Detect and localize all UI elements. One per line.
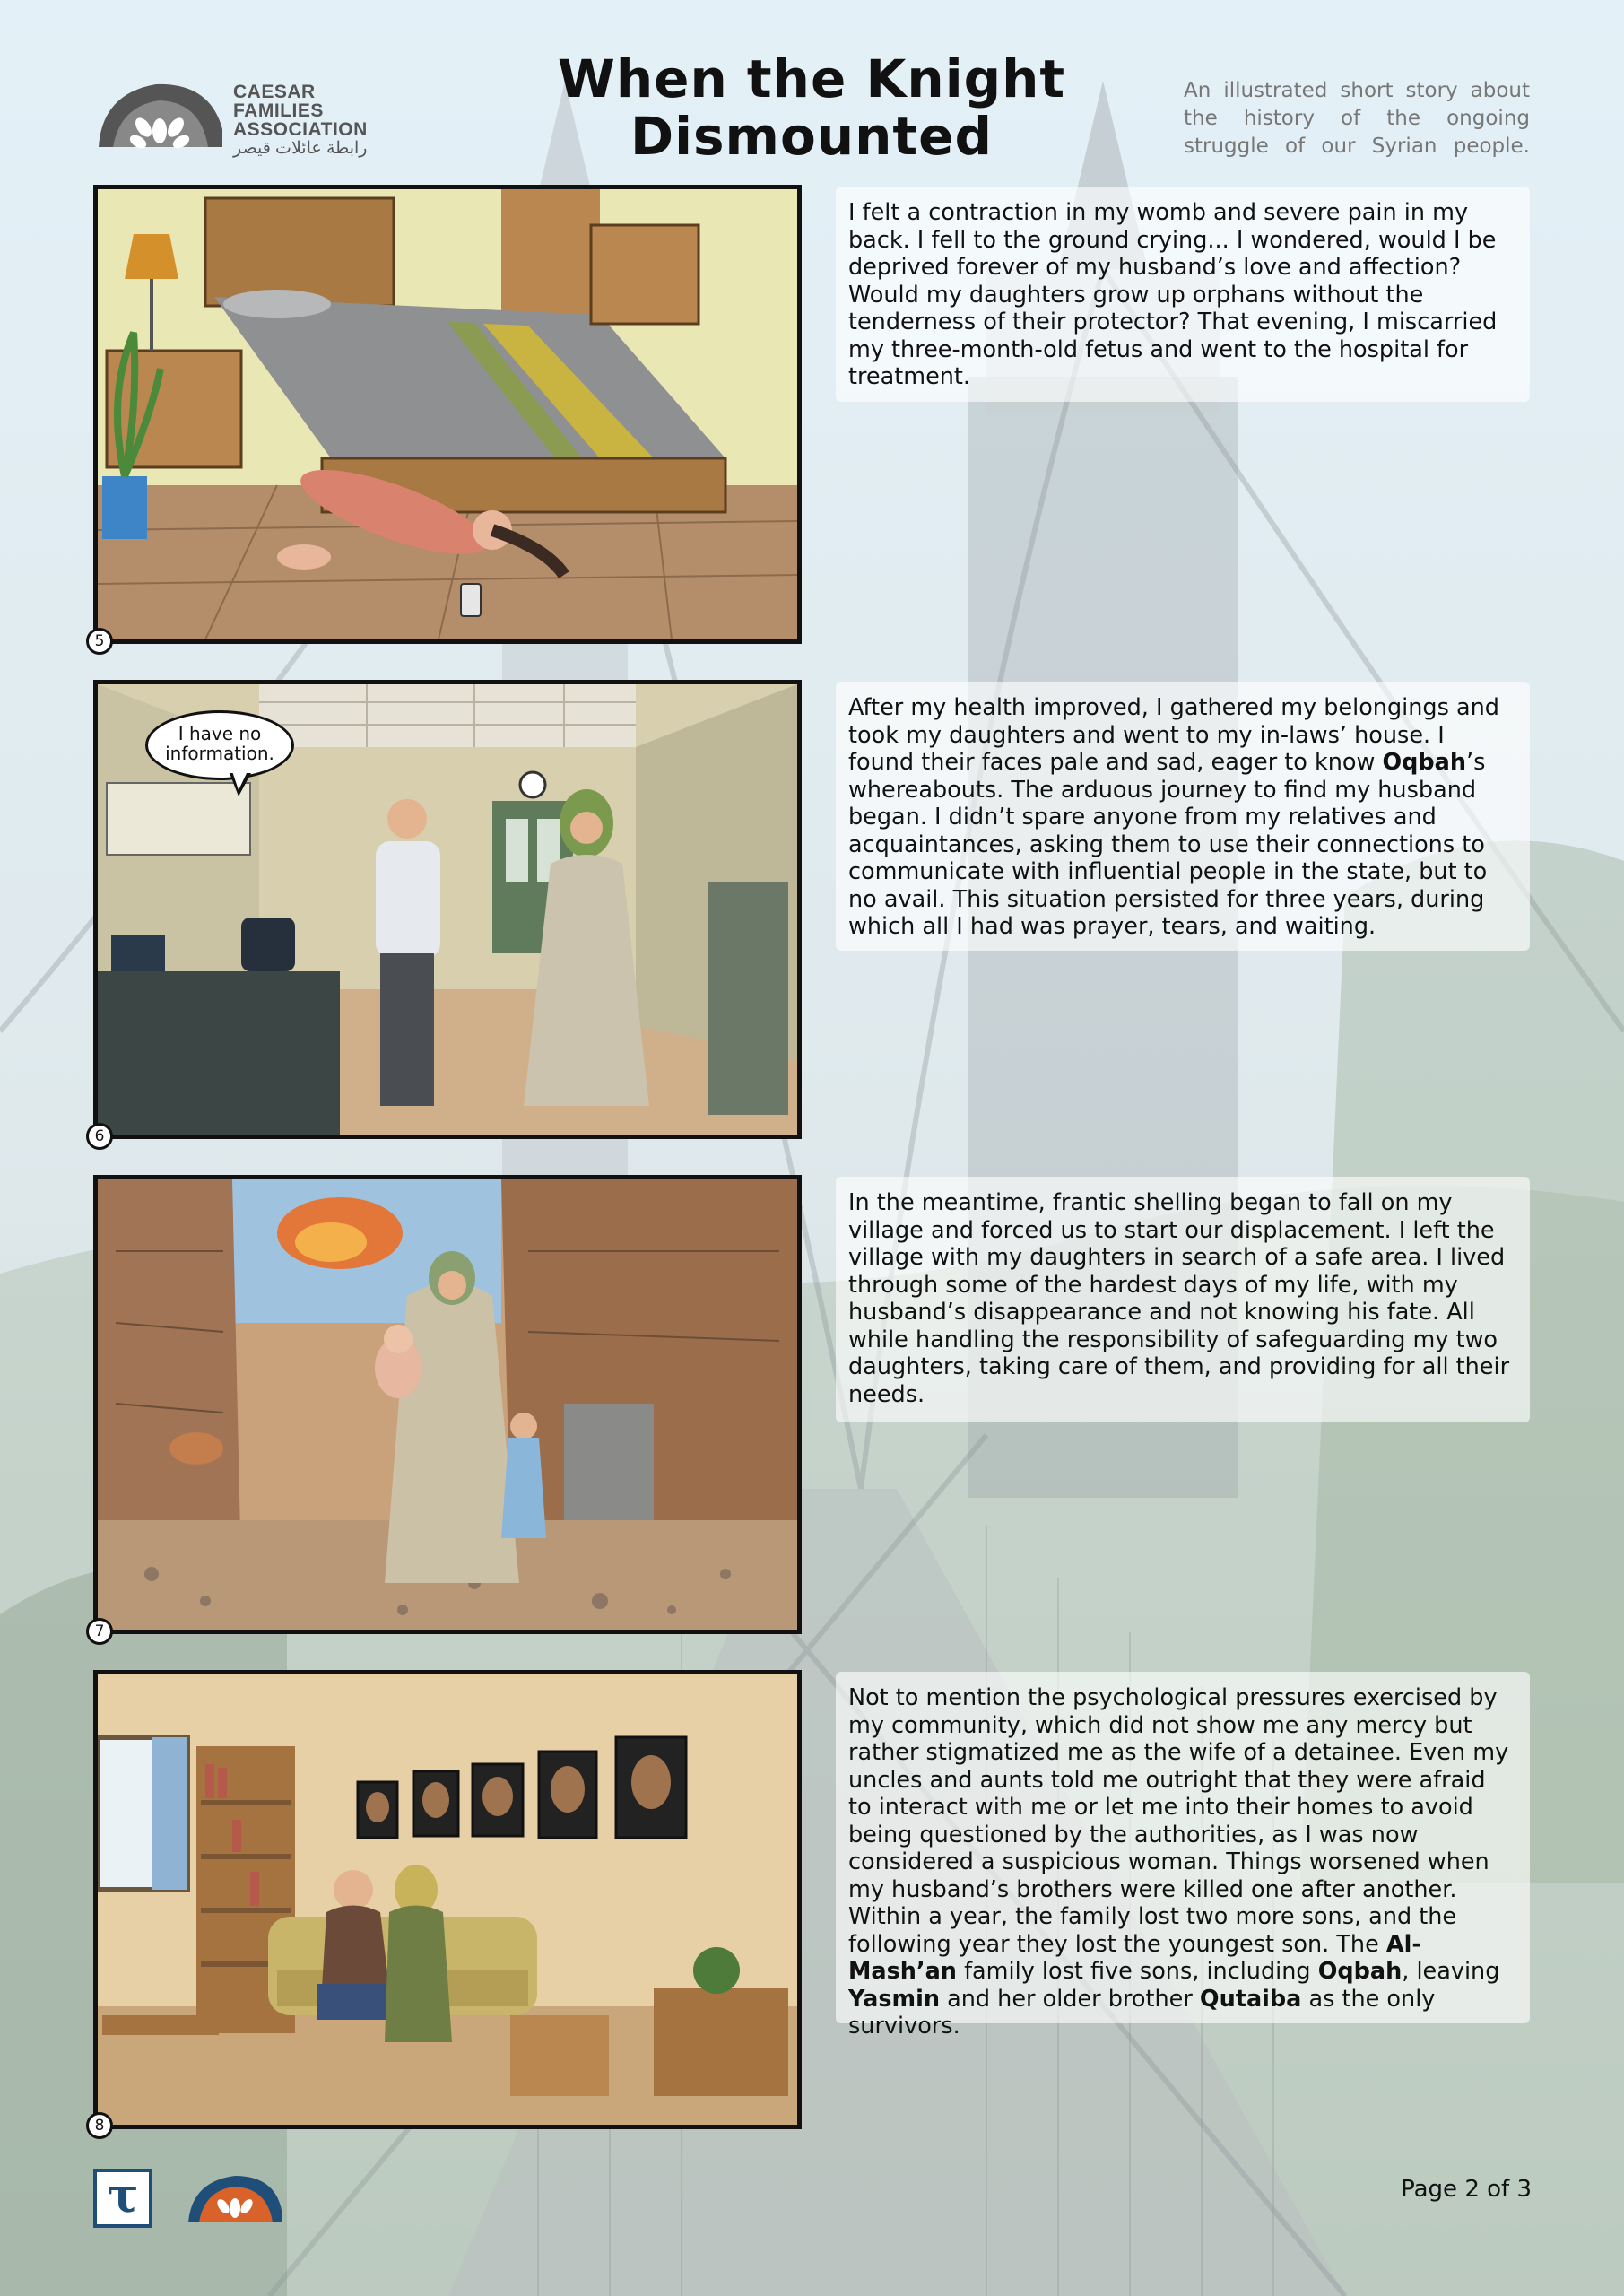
name-oqbah: Oqbah bbox=[1382, 749, 1467, 776]
living-room-scene-illustration bbox=[98, 1674, 797, 2125]
comic-panel-5 bbox=[93, 185, 802, 644]
page-subtitle: An illustrated short story about the history of the ongoing struggle of our Syrian people. bbox=[1184, 79, 1530, 158]
story-text: as the only survivors. bbox=[848, 1985, 1436, 2039]
speech-bubble-tail-fill bbox=[232, 771, 248, 790]
page-title bbox=[502, 50, 1121, 165]
story-text: Not to mention the psychological pressures exercised by my community, which did not show me any mercy but rather stigmatized me as the wife of a detainee. Even my uncles and aunts told me outright that they were afraid to interact with me or let me into their homes to avoid being questioned by the authorities, as I was now considered a suspicious woman. Things worsened when my husband’s brothers were killed one after another. Within a year, the family lost two more sons, and the following year they lost the youngest son. The bbox=[848, 1684, 1509, 1958]
title-line2: Dismounted bbox=[630, 106, 993, 167]
panel-number-badge: 5 bbox=[86, 628, 113, 655]
story-paragraph-3: In the meantime, frantic shelling began to fall on my village and forced us to start our displacement. I left the village with my daughters in search of a safe area. I lived through some of the hardest days of my life, with my husband’s disappearance and not knowing his fate. All while handling the responsibility of safeguarding my two daughters, taking care of them, and providing for all their needs. bbox=[848, 1189, 1510, 1408]
org-name-line3: ASSOCIATION bbox=[233, 119, 368, 140]
caesar-families-association-logo bbox=[93, 75, 380, 156]
story-paragraph-2 bbox=[848, 694, 1515, 941]
name-al-mashan: Al-Mash’an bbox=[848, 1930, 1421, 1985]
org-name-line1: CAESAR bbox=[233, 82, 316, 102]
story-paragraph-1: I felt a contraction in my womb and severe pain in my back. I fell to the ground crying... I wondered, would I be deprived forever of my husband’s love and affection? Would my daughters grow up orphans without the tenderness of their protector? That evening, I miscarried my three-month-old fetus and went to the hospital for treatment. bbox=[848, 199, 1498, 390]
panel-number-badge: 6 bbox=[86, 1123, 113, 1150]
story-text: and her older brother bbox=[939, 1985, 1200, 2013]
name-qutaiba: Qutaiba bbox=[1199, 1985, 1302, 2013]
name-yasmin: Yasmin bbox=[848, 1985, 940, 2013]
story-paragraph-4 bbox=[848, 1684, 1515, 2040]
story-caption-2 bbox=[836, 682, 1530, 951]
speech-bubble: I have no information. bbox=[145, 710, 294, 780]
org-name-line2: FAMILIES bbox=[233, 100, 324, 121]
org-name-arabic: رابطة عائلات قيصر bbox=[233, 139, 368, 158]
comic-panel-7 bbox=[93, 1175, 802, 1634]
story-caption-4 bbox=[836, 1672, 1530, 2039]
story-text: After my health improved, I gathered my belongings and took my daughters and went to my in-laws’ house. I found their faces pale and sad, eager to know bbox=[848, 694, 1499, 776]
association-emblem-icon bbox=[93, 75, 228, 152]
name-oqbah: Oqbah bbox=[1317, 1958, 1403, 1985]
shelled-street-scene-illustration bbox=[98, 1179, 797, 1630]
publisher-t-logo-icon: τ bbox=[93, 2169, 152, 2228]
story-caption-3 bbox=[836, 1177, 1530, 1422]
panel-number-badge: 8 bbox=[86, 2112, 113, 2139]
story-text: , leaving bbox=[1402, 1958, 1500, 1985]
association-footer-logo-icon bbox=[185, 2170, 285, 2226]
story-text: ’s whereabouts. The arduous journey to find my husband began. I didn’t spare anyone from my relatives and acquaintances, asking them to use their connections to communicate with influential people in the state, but to no avail. This situation persisted for three years, during which all I had was prayer, tears, and waiting. bbox=[848, 749, 1488, 940]
comic-panel-8 bbox=[93, 1670, 802, 2129]
story-caption-1 bbox=[836, 187, 1530, 402]
panel-number-badge: 7 bbox=[86, 1618, 113, 1645]
bedroom-scene-illustration bbox=[98, 189, 797, 639]
story-text: family lost five sons, including bbox=[956, 1958, 1318, 1985]
page-number: Page 2 of 3 bbox=[1401, 2176, 1532, 2203]
title-line1: When the Knight bbox=[557, 48, 1066, 109]
